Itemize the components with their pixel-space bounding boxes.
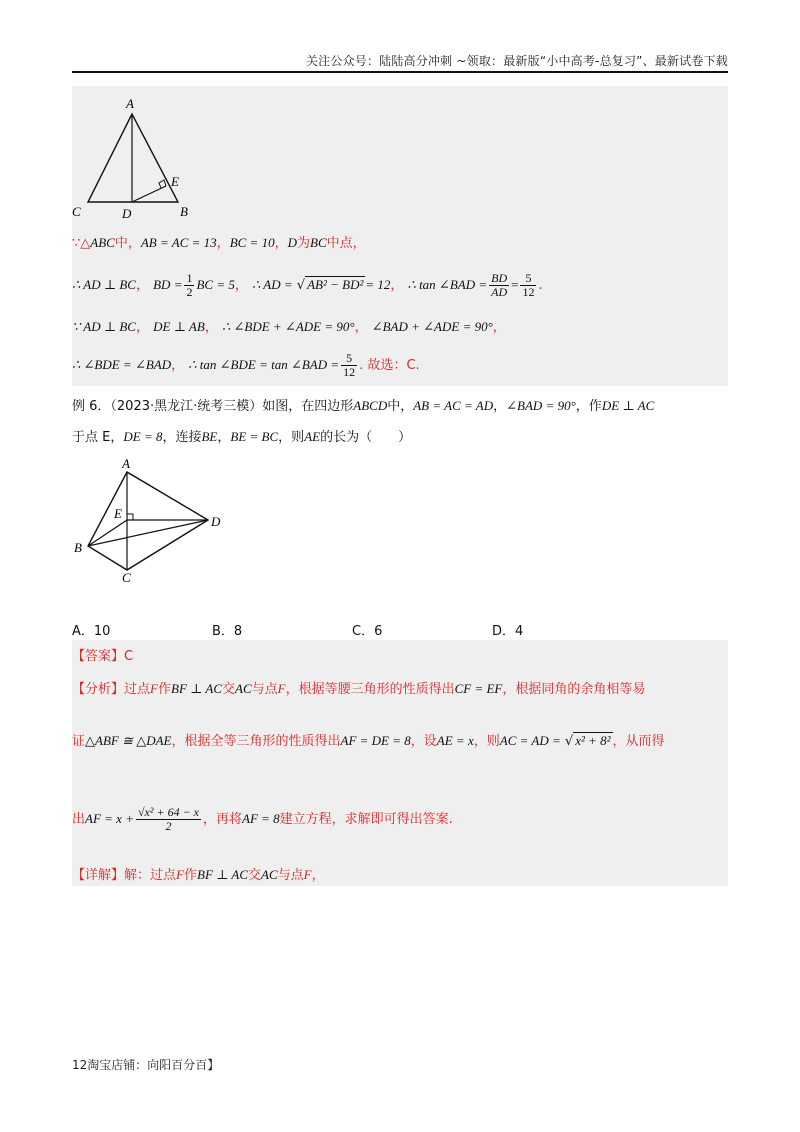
label-D: D [122,206,132,221]
analysis-line-2: 证△ABF ≅ △DAE，根据全等三角形的性质得出AF = DE = 8，设AE = x，则AC = AD = √ x² + 8² ，从而得 [72,733,665,749]
label-E: E [171,174,179,189]
answer-line: 【答案】C [72,649,134,664]
analysis-line-3: 出AF = x + $\frac{\text{√x² + 64 − x}}{2}$ ，再将AF = 8建立方程，求解即可得出答案. [72,805,453,833]
option-c[interactable]: C．6 [352,624,383,639]
label-E: E [114,506,122,521]
label-D: D [211,514,221,529]
analysis-block [72,640,728,886]
option-d[interactable]: D．4 [492,624,524,639]
solution-line-2: ∴ AD ⊥ BC， BD = $\frac{1}{2}$ BC = 5， ∴ AD = √ AB² − BD² = 12， ∴ tan ∠BAD = $\frac{BD}{AD}$ = $\frac{5}{12}$ . [72,271,543,299]
detail-line: 【详解】解：过点F作BF ⊥ AC交AC与点F， [72,867,325,883]
label-B: B [74,540,82,555]
footer-text: 12淘宝店铺：向阳百分百】 [72,1058,220,1072]
label-B: B [180,204,188,219]
solution-line-3: ∵ AD ⊥ BC， DE ⊥ AB， ∴ ∠BDE + ∠ADE = 90°， ∠BAD + ∠ADE = 90°， [72,319,506,335]
triangle-figure [70,92,230,232]
label-A: A [126,96,134,111]
header-text: 关注公众号：陆陆高分冲刺 ~领取：最新版“小中高考-总复习”、最新试卷下载 [305,54,728,68]
option-a[interactable]: A．10 [72,624,111,639]
question-line-1: 例 6．（2023·黑龙江·统考三模）如图，在四边形ABCD中，AB = AC = AD，∠BAD = 90°，作DE ⊥ AC [72,398,655,414]
option-b[interactable]: B．8 [212,624,243,639]
header-divider [72,71,728,73]
label-C: C [122,570,131,585]
analysis-line-1: 【分析】过点F作BF ⊥ AC交AC与点F，根据等腰三角形的性质得出CF = EF，根据同角的余角相等易 [72,681,646,697]
question-line-2: 于点 E，DE = 8，连接BE，BE = BC，则AE的长为（ ） [72,429,412,445]
solution-line-1: ∵△ABC中，AB = AC = 13，BC = 10，D为BC中点， [72,235,366,251]
solution-line-4: ∴ ∠BDE = ∠BAD， ∴ tan ∠BDE = tan ∠BAD = $\frac{5}{12}$ . 故选：C. [72,351,420,379]
quadrilateral-figure [70,456,240,586]
label-C: C [72,204,81,219]
label-A: A [122,456,130,471]
